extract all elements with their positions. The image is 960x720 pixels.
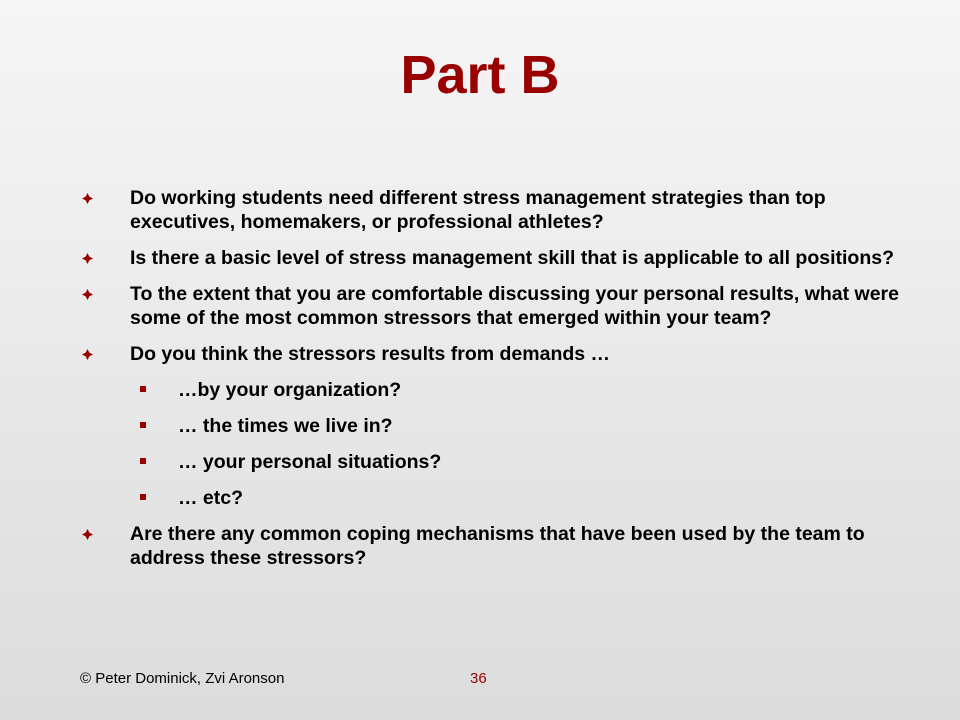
sub-bullet-item [80,486,900,510]
bullet-item [80,186,900,234]
sub-bullet-item [80,450,900,474]
diamond-bullet-icon [80,283,94,305]
sub-bullet-item [80,414,900,438]
diamond-bullet-icon [80,343,94,365]
bullet-item [80,282,900,330]
square-bullet-icon [140,422,146,428]
bullet-text: Do working students need different stress management strategies than top executives, homemakers, or professional athletes? [130,187,826,233]
diamond-bullet-icon [80,187,94,209]
bullet-item [80,522,900,570]
bullet-text: To the extent that you are comfortable discussing your personal results, what were some of the most common stressors that emerged within your team? [130,283,899,329]
bullet-item [80,246,900,270]
bullet-text: Are there any common coping mechanisms that have been used by the team to address these stressors? [130,523,865,569]
sub-bullet-item [80,378,900,402]
square-bullet-icon [140,494,146,500]
square-bullet-icon [140,458,146,464]
bullet-item [80,342,900,366]
diamond-bullet-icon [80,523,94,545]
sub-bullet-text: … your personal situations? [178,451,442,473]
diamond-bullet-icon [80,247,94,269]
bullet-list [80,186,900,582]
square-bullet-icon [140,386,146,392]
bullet-text: Do you think the stressors results from demands … [130,343,611,365]
bullet-text: Is there a basic level of stress management skill that is applicable to all positions? [130,247,895,269]
slide-title: Part B [400,45,560,105]
footer-copyright: © Peter Dominick, Zvi Aronson [80,670,285,687]
sub-bullet-text: … the times we live in? [178,415,393,437]
sub-bullet-text: …by your organization? [178,379,402,401]
page-number: 36 [470,670,487,687]
sub-bullet-text: … etc? [178,487,244,509]
